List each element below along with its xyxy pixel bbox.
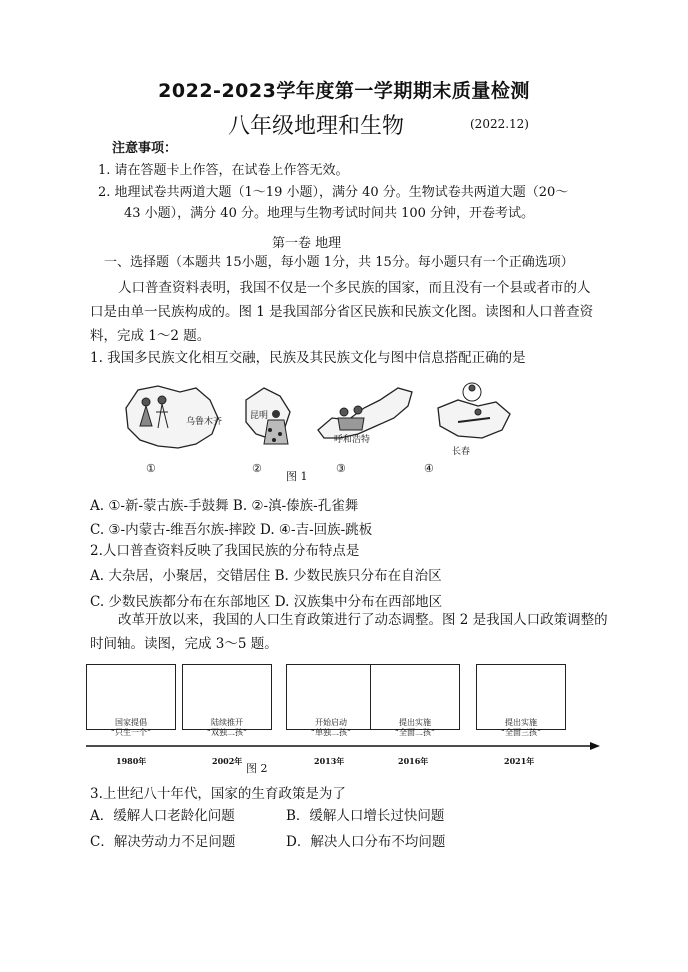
q2-option-ab: A. 大杂居，小聚居，交错居住 B. 少数民族只分布在自治区 [90,568,442,584]
exam-title: 2022-2023学年度第一学期期末质量检测 [158,80,530,102]
policy-label-2002: 陆续推开 “双独二孩” [206,718,248,737]
q1-option-cd: C. ③-内蒙古-维吾尔族-摔跤 D. ④-吉-回族-跳板 [90,522,373,538]
passage2-line1: 改革开放以来，我国的人口生育政策进行了动态调整。图 2 是我国人口政策调整的 [118,612,608,628]
part1-heading: 一、选择题（本题共 15小题，每小题 1分，共 15分。每小题只有一个正确选项） [104,255,574,270]
city-label-hohhot: 呼和浩特 [334,435,371,445]
passage2-line2: 时间轴。读图，完成 3～5 题。 [90,636,278,652]
note-item-3: 43 小题），满分 40 分。地理与生物考试时间共 100 分钟，开卷考试。 [124,206,535,221]
year-1980: 1980年 [116,756,147,766]
exam-subtitle: 八年级地理和生物 [228,114,405,139]
figure1 [118,378,558,478]
q3-option-c: C．解决劳动力不足问题 [90,834,236,850]
figure2 [86,660,606,772]
policy-label-2021: 提出实施 “全面三孩” [500,718,542,737]
q3-option-b: B．缓解人口增长过快问题 [286,808,445,824]
notes-heading: 注意事项： [112,141,178,156]
figure1-caption: 图 1 [286,470,308,483]
inner-mongolia-map [318,388,412,438]
year-2016: 2016年 [398,756,429,766]
city-label-kunming: 昆明 [250,411,269,421]
year-2002: 2002年 [212,756,243,766]
city-label-urumqi: 乌鲁木齐 [186,417,223,427]
policy-label-2013: 开始启动 “单独二孩” [310,718,352,737]
map-marker-1: ① [146,462,156,475]
q3-stem: 3.上世纪八十年代，国家的生育政策是为了 [90,786,346,802]
q3-option-d: D．解决人口分布不均问题 [286,834,446,850]
q3-option-a: A．缓解人口老龄化问题 [90,808,235,824]
policy-label-1980: 国家提倡 “只生一个” [110,718,152,737]
wrestlers-figure [338,406,364,430]
exam-date: (2022.12) [470,117,529,131]
policy-label-2016: 提出实施 “全面二孩” [394,718,436,737]
volume-heading: 第一卷 地理 [272,236,342,251]
year-2013: 2013年 [314,756,345,766]
q1-stem: 1. 我国多民族文化相互交融，民族及其民族文化与图中信息搭配正确的是 [90,350,526,366]
note-item-1: 1. 请在答题卡上作答，在试卷上作答无效。 [98,163,349,178]
q2-option-cd: C. 少数民族都分布在东部地区 D. 汉族集中分布在西部地区 [90,594,443,610]
q1-option-ab: A. ①-新-蒙古族-手鼓舞 B. ②-滇-傣族-孔雀舞 [90,498,359,514]
map-marker-4: ④ [424,462,434,475]
map-marker-2: ② [252,462,262,475]
q2-stem: 2.人口普查资料反映了我国民族的分布特点是 [90,543,360,559]
figure2-caption: 图 2 [246,762,268,775]
figure1-maps [118,378,558,478]
passage1-line3: 料，完成 1～2 题。 [90,328,211,344]
year-2021: 2021年 [504,756,535,766]
map-marker-3: ③ [336,462,346,475]
passage1-line1: 人口普查资料表明，我国不仅是一个多民族的国家，而且没有一个县或者市的人 [118,280,591,296]
passage1-line2: 口是由单一民族构成的。图 1 是我国部分省区民族和民族文化图。读图和人口普查资 [90,304,594,320]
city-label-changchun: 长春 [452,447,471,457]
note-item-2: 2. 地理试卷共两道大题（1～19 小题），满分 40 分。生物试卷共两道大题（20～ [98,185,569,200]
